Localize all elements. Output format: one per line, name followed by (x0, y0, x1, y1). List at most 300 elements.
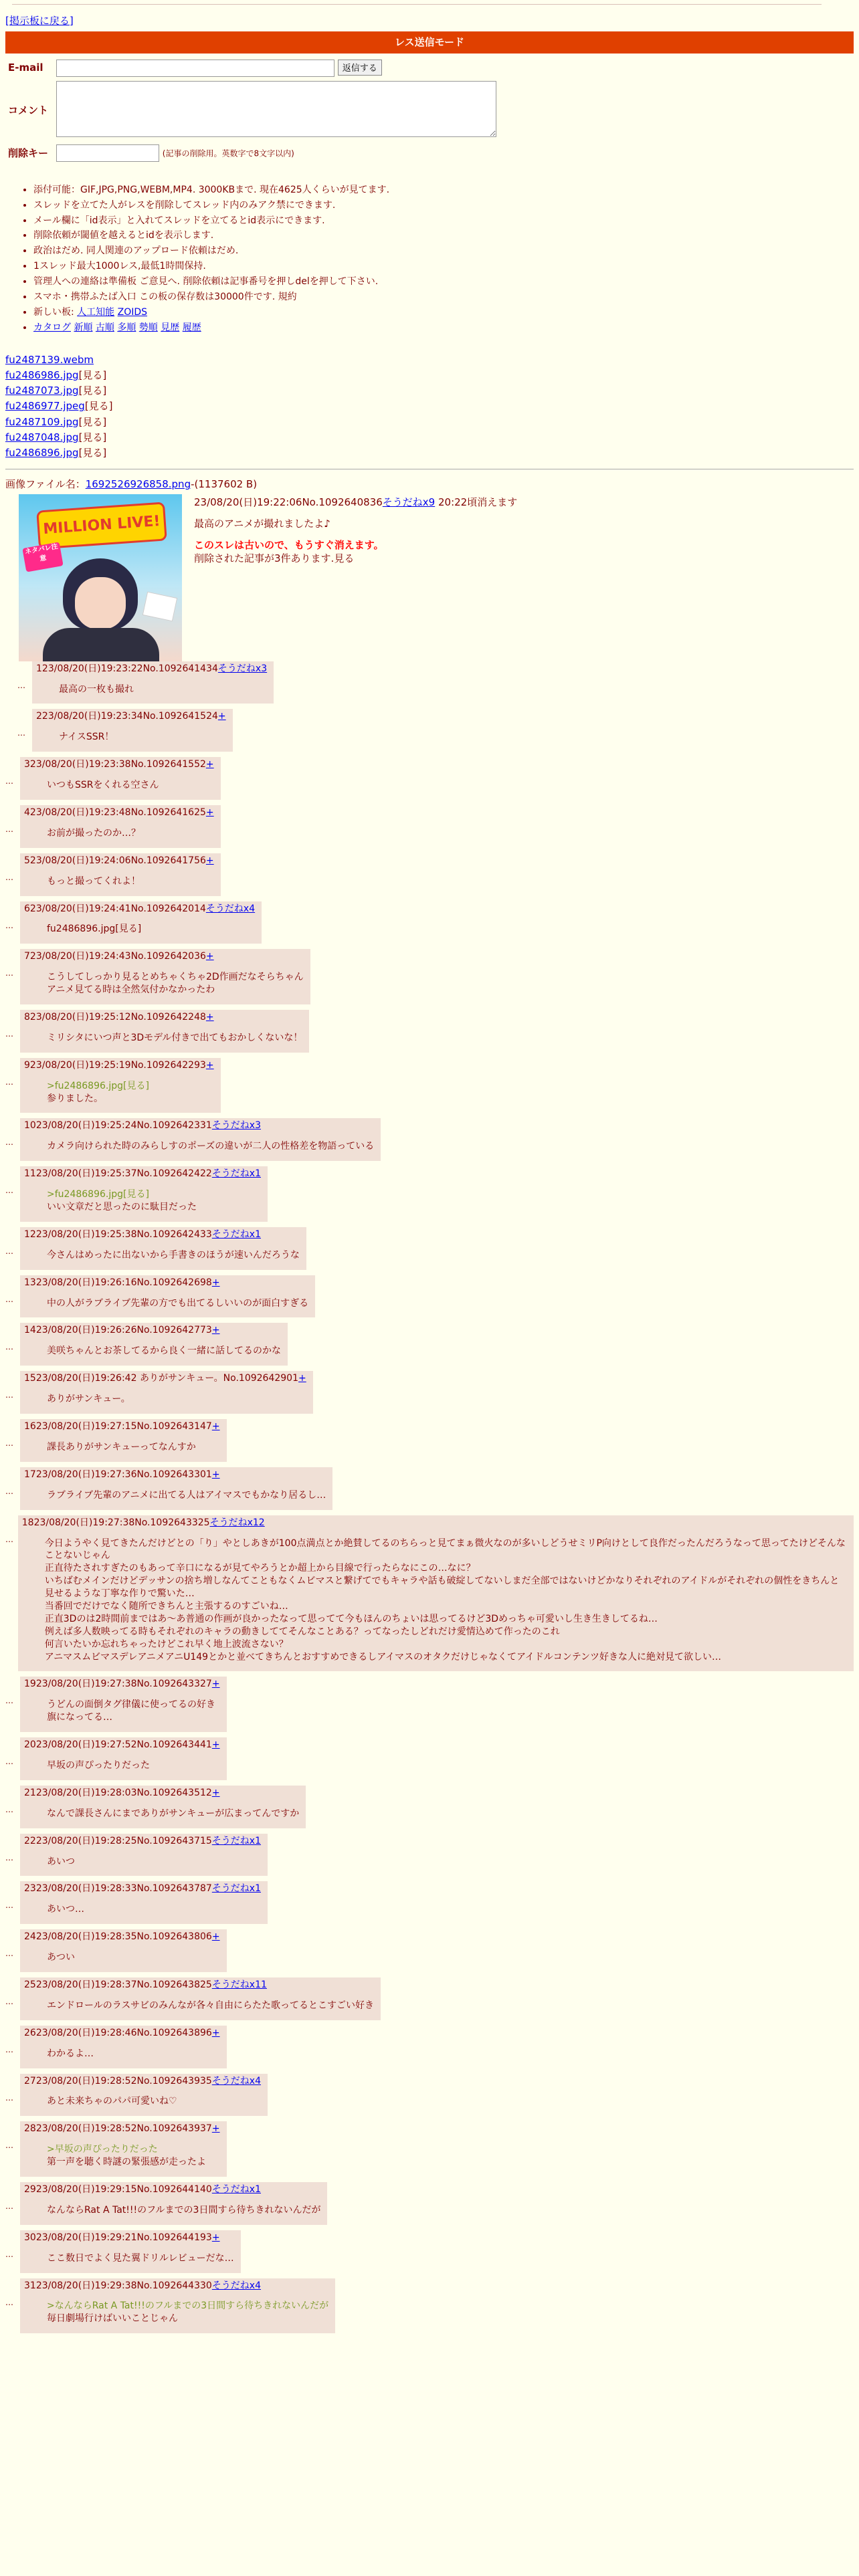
reply-indent: … (5, 1077, 13, 1087)
reply-box (20, 853, 221, 896)
reply (17, 661, 854, 704)
sodane-button[interactable]: + (205, 807, 214, 818)
reply-meta (24, 1420, 220, 1433)
reply-box (20, 2121, 227, 2177)
reply-box (20, 1323, 288, 1366)
expire-time: 20:22頃消えます (438, 496, 518, 508)
back-to-board-link[interactable]: [掲示板に戻る] (5, 15, 74, 27)
reply-indent: … (17, 728, 25, 738)
reply-box (20, 1419, 227, 1462)
reply-meta-text: 1323/08/20(日)19:26:16No.1092642698 (24, 1277, 212, 1288)
reply-indent: … (5, 2202, 13, 2211)
reply-form (5, 58, 499, 164)
reply (5, 1929, 854, 1972)
thumb-badge: ネタバレ注意 (22, 542, 63, 572)
reply-indent: … (5, 920, 13, 930)
sodane-button[interactable]: + (211, 1931, 220, 1943)
new-board-prefix: 新しい板: (33, 306, 74, 318)
reply-comment (47, 2204, 320, 2217)
sort-old-link[interactable]: 古順 (95, 322, 114, 333)
reply-comment (47, 1856, 261, 1868)
reply-text: 今日ようやく見てきたんだけどとの「り」やとしあきが100点満点とか絶賛してるのちらっと見てまぁ微火なのが多いしどうせミリP向けとして良作だったんだろうなって思ってたけどそんなことないじゃん 正直待たされすぎたのもあって辛口になるが見てやろうとか超上から目線で行ったらなにこの…なに？ いちばむメインだけどデッサンの捨ち増しなんてこともなくムビマスと繋げてでもキャラや話も破綻してないしまだ全部ではないけどかなりそれぞれのアイドルがそれぞれの個性をきちんと見せるような丁寧な作りで驚いた… 当番回でだけでなく随所できちんと主張するのすごいね… 正直3Dのは2時間前まではあ～あ普通の作画が良かったなって思ってて今もほんのちょいは思ってるけど3Dめっちゃ可愛いし生き生きしてるね… 例えば多人数映ってる時もそれぞれのキャラの動きしててそんなことある？ってなったしどれだけ愛情込めて作ったのこれ 何言いたいか忘れちゃったけどこれ早く地上波流さない？ アニマスムビマスデレアニメアニU149とかと並べてきちんとおすすめできるしアイマスのオタクだけじゃなくてアイドルコンテンツ好きな人に絶対見て欲しい… (44, 1537, 846, 1662)
reply (5, 2182, 854, 2225)
reply-comment (47, 2000, 374, 2012)
view-label: [見る] (78, 431, 107, 443)
reply-meta (24, 1059, 214, 1072)
reply-meta-text: 623/08/20(日)19:24:41No.1092642014 (24, 903, 206, 914)
reply (5, 1275, 854, 1318)
reply-text: 中の人がラブライブ先輩の方でも出てるしいいのが面白すぎる (47, 1297, 309, 1309)
reply-indent: … (5, 2092, 13, 2103)
reply-indent: … (5, 825, 13, 834)
file-link[interactable]: fu2486986.jpg (5, 368, 79, 381)
reply-text: ありがサンキュー。 (47, 1394, 130, 1405)
reply-meta (24, 2232, 234, 2244)
sodane-button[interactable]: + (211, 2123, 220, 2135)
view-label: [見る] (78, 385, 107, 397)
sodane-button[interactable]: + (211, 1325, 220, 1336)
file-size: -(1137602 B) (191, 478, 258, 491)
reply-indent: … (5, 1486, 13, 1496)
reply-meta-text: 1823/08/20(日)19:27:38No.1092643325 (21, 1517, 210, 1528)
reply-meta (24, 807, 214, 819)
sodane-button[interactable]: そうだねx9 (382, 496, 436, 508)
sodane-button[interactable]: + (211, 1469, 220, 1480)
reply-meta (24, 855, 214, 867)
reply-meta (24, 1168, 261, 1180)
reply-text: 今さんはめったに出ないから手書きのほうが速いんだろうな (47, 1249, 300, 1261)
file-row (5, 415, 854, 429)
rule-item: • 削除依頼が閾値を越えるとidを表示します. (33, 229, 854, 242)
reply-comment (47, 2048, 220, 2060)
reply-box (32, 661, 274, 704)
reply-meta-text: 923/08/20(日)19:25:19No.1092642293 (24, 1059, 206, 1071)
reply-indent: … (5, 1294, 13, 1304)
sodane-button[interactable]: + (205, 759, 214, 770)
reply-indent: … (17, 680, 25, 690)
reply-indent: … (5, 776, 13, 786)
delete-key-note: (記事の削除用。英数字で8文字以内) (162, 148, 294, 158)
reply-comment (47, 1345, 281, 1358)
reply-text: 毎日劇場行けばいいことじゃん (47, 2313, 178, 2325)
reply-text: いい文章だと思ったのに駄目だった (47, 1202, 197, 1213)
reply-comment (47, 2300, 328, 2325)
op-meta-text: 23/08/20(日)19:22:06No.1092640836 (194, 496, 383, 508)
reply-box (20, 1929, 227, 1972)
rule-item: • スレッドを立てた人がレスを削除してスレッド内のみアク禁にできます. (33, 199, 854, 212)
reply (5, 1010, 854, 1053)
reply-comment (47, 923, 255, 936)
new-board-line (33, 306, 854, 319)
reply-box (20, 1010, 309, 1053)
reply-text: ナイスSSR！ (59, 732, 114, 743)
reply (5, 1881, 854, 1924)
sodane-button[interactable]: + (211, 1277, 220, 1288)
reply-comment (47, 875, 214, 888)
reply-comment (47, 1188, 261, 1214)
rule-item: • 管理人への連絡は準備板 ご意見へ. 削除依頼は記事番号を押しdelを押して下さい. (33, 276, 854, 288)
reply-meta (24, 2280, 328, 2292)
reply (5, 1737, 854, 1780)
reply (5, 1118, 854, 1161)
history-link[interactable]: 履歴 (182, 322, 201, 333)
reply-meta (24, 903, 255, 916)
reply-meta-text: 823/08/20(日)19:25:12No.1092642248 (24, 1012, 206, 1023)
file-row (5, 446, 854, 459)
reply-meta (36, 663, 267, 675)
board-link-ai[interactable]: 人工知能 (77, 306, 115, 318)
top-divider (12, 4, 822, 5)
op-file-line (5, 477, 854, 491)
reply-comment (47, 1297, 308, 1310)
reply-indent: … (5, 1138, 13, 1148)
reply-meta-text: 2623/08/20(日)19:28:46No.1092643896 (24, 2027, 212, 2038)
reply-quote: >早坂の声ぴったりだった (47, 2144, 158, 2155)
sodane-button[interactable]: + (205, 1012, 214, 1023)
sodane-button[interactable]: そうだねx4 (205, 903, 256, 914)
sort-momentum-link[interactable]: 勢順 (138, 322, 158, 333)
thumb-logo: MILLION LIVE! (36, 502, 167, 549)
reply-indent: … (5, 1901, 13, 1911)
reply-text: あいつ… (47, 1904, 84, 1915)
reply-meta (24, 1931, 220, 1943)
reply-meta (24, 950, 304, 963)
reply-meta (24, 2123, 220, 2135)
reply-box (20, 1977, 381, 2020)
reply-meta (24, 1372, 306, 1385)
reply-box (20, 805, 221, 848)
reply-meta-text: 123/08/20(日)19:23:22No.1092641434 (36, 663, 218, 674)
reply-meta-text: 3023/08/20(日)19:29:21No.1092644193 (24, 2232, 212, 2243)
reply-box (20, 1834, 268, 1876)
reply-comment (47, 1759, 220, 1772)
sodane-button[interactable]: + (211, 1739, 220, 1751)
uploaded-file-list (5, 353, 854, 460)
reply-text: お前が撮ったのか…？ (47, 827, 140, 839)
reply-meta (24, 1883, 261, 1895)
reply-indent: … (5, 2141, 13, 2151)
reply (17, 709, 854, 752)
reply (5, 1834, 854, 1876)
reply (5, 901, 854, 944)
reply (5, 2026, 854, 2068)
reply-meta (24, 1739, 220, 1751)
reply-meta (22, 1517, 847, 1529)
reply-indent: … (5, 1246, 13, 1256)
reply (5, 2278, 854, 2334)
reply-text: 課長ありがサンキューってなんすか (47, 1441, 196, 1453)
view-history-link[interactable]: 見歴 (161, 322, 180, 333)
op-post (5, 477, 854, 757)
reply-meta (24, 758, 214, 771)
reply-box (20, 2074, 268, 2117)
reply-indent: … (5, 1534, 13, 1544)
reply (5, 1515, 854, 1672)
reply-meta-text: 723/08/20(日)19:24:43No.1092642036 (24, 951, 206, 962)
reply-meta-text: 2023/08/20(日)19:27:52No.1092643441 (24, 1739, 212, 1751)
reply-text: もっと撮ってくれよ！ (47, 875, 140, 887)
reply-indent: … (5, 1438, 13, 1448)
sodane-button[interactable]: + (205, 855, 214, 866)
reply-comment (47, 971, 304, 996)
delete-key-field[interactable] (56, 144, 159, 162)
reply-comment (47, 1808, 299, 1820)
comment-textarea[interactable] (56, 81, 496, 137)
file-row (5, 431, 854, 444)
reply (5, 1227, 854, 1270)
reply-meta-text: 1423/08/20(日)19:26:26No.1092642773 (24, 1325, 212, 1336)
reply-meta (36, 710, 226, 723)
reply-indent: … (5, 1996, 13, 2006)
reply-box (20, 1677, 227, 1732)
reply-box (20, 1737, 227, 1780)
reply-text: 参りました。 (47, 1093, 103, 1104)
sort-new-link[interactable]: 新順 (74, 322, 93, 333)
old-thread-notice: このスレは古いので、もうすぐ消えます。 (194, 539, 384, 552)
sodane-button[interactable]: + (211, 2232, 220, 2243)
reply (5, 949, 854, 1004)
reply (5, 2230, 854, 2273)
reply-text: ここ数日でよく見た翼ドリルレビューだな… (47, 2252, 234, 2264)
reply-quote: >fu2486896.jpg[見る] (47, 1080, 149, 1091)
sodane-button[interactable]: そうだねx4 (211, 2075, 262, 2086)
file-link[interactable]: fu2486896.jpg (5, 447, 79, 459)
reply-box (20, 1275, 315, 1318)
reply-box (18, 1515, 854, 1672)
sodane-button[interactable]: + (217, 711, 226, 722)
reply-text: 最高の一枚も撮れ (59, 683, 134, 695)
reply-meta-text: 1223/08/20(日)19:25:38No.1092642433 (24, 1228, 212, 1240)
reply (5, 1677, 854, 1732)
reply-meta-text: 423/08/20(日)19:23:48No.1092641625 (24, 807, 206, 818)
view-label: [見る] (84, 400, 113, 413)
sodane-button[interactable]: そうだねx12 (209, 1517, 265, 1528)
view-label: [見る] (78, 447, 107, 459)
reply-meta-text: 2223/08/20(日)19:28:25No.1092643715 (24, 1835, 212, 1846)
post-mode-banner: レス送信モード (5, 31, 854, 53)
reply-box (20, 757, 221, 800)
sodane-button[interactable]: + (205, 951, 214, 962)
reply-text: エンドロールのラスサビのみんなが各々自由にらたた歌ってるとこすごい好き (47, 2000, 375, 2011)
reply-meta-text: 2523/08/20(日)19:28:37No.1092643825 (24, 1979, 212, 1990)
reply-meta-text: 323/08/20(日)19:23:38No.1092641552 (24, 759, 206, 770)
reply-text: うどんの面倒タグ律儀に使ってるの好き 旗になってる… (47, 1699, 215, 1723)
reply-comment (47, 2095, 261, 2108)
reply-text: わかるよ… (47, 2048, 94, 2059)
rule-item: • 1スレッド最大1000レス,最低1時間保持. (33, 260, 854, 273)
catalog-link[interactable]: カタログ (33, 322, 71, 333)
reply-indent: … (5, 1804, 13, 1814)
reply (5, 1419, 854, 1462)
reply-indent: … (5, 2249, 13, 2259)
reply-meta (24, 1787, 299, 1800)
email-label: E-mail (8, 62, 43, 74)
reply-text: 第一声を聴く時謎の緊張感が走ったよ (47, 2157, 206, 2168)
reply-text: fu2486896.jpg[見る] (47, 924, 142, 935)
reply (5, 1058, 854, 1113)
file-link[interactable]: fu2487109.jpg (5, 415, 79, 428)
sodane-button[interactable]: そうだねx4 (211, 2280, 262, 2291)
rule-item: • 政治はだめ. 同人関連のアップロード依頼はだめ. (33, 245, 854, 257)
reply-comment (47, 1489, 326, 1502)
file-link[interactable]: fu2487048.jpg (5, 431, 79, 443)
reply-meta-text: 3123/08/20(日)19:29:38No.1092644330 (24, 2280, 212, 2291)
reply-indent: … (5, 1186, 13, 1196)
reply-meta (24, 1979, 374, 1992)
file-link[interactable]: fu2487073.jpg (5, 385, 79, 397)
reply-comment (47, 1080, 214, 1105)
reply-box (20, 949, 310, 1004)
file-label: 画像ファイル名： (5, 478, 86, 491)
file-row (5, 353, 854, 366)
reply (5, 2074, 854, 2117)
reply-meta-text: 223/08/20(日)19:23:34No.1092641524 (36, 711, 218, 722)
reply-text: なんで課長さんにまでありがサンキューが広まってんですか (47, 1808, 300, 1819)
reply (5, 1323, 854, 1366)
catalog-links (33, 322, 854, 334)
board-link-zoids[interactable]: ZOIDS (117, 306, 148, 318)
reply-comment (47, 1140, 374, 1153)
reply-comment (59, 731, 226, 744)
reply-comment (45, 1537, 847, 1664)
reply-meta (24, 1011, 302, 1024)
reply-meta-text: 2923/08/20(日)19:29:15No.1092644140 (24, 2184, 212, 2195)
sodane-button[interactable]: そうだねx1 (211, 1228, 262, 1240)
reply-text: カメラ向けられた時のみらしすのポーズの違いが二人の性格差を物語っている (47, 1141, 375, 1152)
reply-box (32, 709, 233, 752)
deleted-notice: 削除された記事が3件あります.見る (194, 552, 355, 565)
reply-meta (24, 1678, 220, 1691)
reply-indent: … (5, 1029, 13, 1039)
reply-indent: … (5, 2297, 13, 2307)
sodane-button[interactable]: そうだねx3 (217, 663, 268, 674)
sodane-button[interactable]: そうだねx1 (211, 2184, 262, 2195)
reply-indent: … (5, 1342, 13, 1352)
rule-item: • 添付可能：GIF,JPG,PNG,WEBM,MP4. 3000KBまで. 現在4625人くらいが見てます. (33, 184, 854, 197)
reply-meta (24, 1119, 374, 1132)
reply-meta (24, 2075, 261, 2088)
file-row (5, 399, 854, 413)
reply-box (20, 1227, 306, 1270)
sodane-button[interactable]: そうだねx1 (211, 1168, 262, 1180)
reply-box (20, 2278, 335, 2334)
sodane-button[interactable]: そうだねx3 (211, 1120, 262, 1132)
sodane-button[interactable]: そうだねx1 (211, 1883, 262, 1895)
op-comment: 最高のアニメが撮れましたよ♪ (194, 517, 330, 530)
reply-quote: >fu2486896.jpg[見る] (47, 1189, 149, 1200)
view-label: [見る] (78, 415, 107, 428)
file-link[interactable]: fu2487139.webm (5, 353, 94, 366)
rule-item: • スマホ・携帯ふたば入口 この板の保存数は30000件です. 規約 (33, 291, 854, 304)
reply-comment (59, 683, 267, 696)
reply-comment (47, 1441, 220, 1454)
sodane-button[interactable]: + (205, 1059, 214, 1071)
reply-comment (47, 1951, 220, 1964)
reply-meta (24, 1835, 261, 1848)
sodane-button[interactable]: + (211, 1421, 220, 1432)
reply-text: なんならRat A Tat!!!のフルまでの3日間すら待ちきれないんだが (47, 2204, 321, 2216)
sodane-button[interactable]: そうだねx1 (211, 1835, 262, 1846)
reply-box (20, 1058, 221, 1113)
reply-indent: … (5, 872, 13, 882)
reply-comment (47, 2252, 234, 2265)
sodane-button[interactable]: + (211, 1679, 220, 1690)
board-rules (5, 184, 854, 334)
reply-comment (47, 2143, 220, 2169)
reply (5, 1371, 854, 1414)
reply (5, 853, 854, 896)
reply-box (20, 1118, 381, 1161)
reply-meta-text: 523/08/20(日)19:24:06No.1092641756 (24, 855, 206, 866)
reply-text: あと未来ちゃのパパ可愛いね♡ (47, 2096, 177, 2107)
reply-text: 美咲ちゃんとお茶してるから良く一緒に話してるのかな (47, 1346, 281, 1357)
sort-many-link[interactable]: 多順 (117, 322, 136, 333)
reply-comment (47, 1699, 220, 1724)
sodane-button[interactable]: そうだねx11 (211, 1979, 267, 1990)
reply-box (20, 1467, 332, 1510)
reply-indent: … (5, 1390, 13, 1400)
reply-meta-text: 2423/08/20(日)19:28:35No.1092643806 (24, 1931, 212, 1943)
reply-meta-text: 1023/08/20(日)19:25:24No.1092642331 (24, 1120, 212, 1132)
reply-meta-text: 2123/08/20(日)19:28:03No.1092643512 (24, 1787, 212, 1798)
reply-text: ミリシタにいつ声と3Dモデル付きで出てもおかしくないな！ (47, 1032, 303, 1043)
reply-indent: … (5, 1852, 13, 1862)
delete-key-label: 削除キー (8, 146, 49, 159)
reply-box (20, 1371, 313, 1414)
sodane-button[interactable]: + (298, 1373, 306, 1384)
reply-meta (24, 1277, 308, 1289)
reply (5, 2121, 854, 2177)
reply-meta (24, 2027, 220, 2040)
submit-reply-button[interactable]: 返信する (338, 60, 382, 76)
reply-comment (47, 1393, 306, 1406)
view-label: [見る] (78, 368, 107, 381)
reply-comment (47, 827, 214, 840)
reply-text: 早坂の声ぴったりだった (47, 1759, 150, 1771)
op-thumbnail[interactable] (19, 494, 182, 661)
sodane-button[interactable]: + (211, 2027, 220, 2038)
reply-meta-text: 1523/08/20(日)19:26:42 ありがサンキュー。No.1092642901 (24, 1373, 298, 1384)
file-link[interactable]: fu2486977.jpeg (5, 400, 85, 413)
reply-box (20, 1786, 306, 1828)
reply (5, 1786, 854, 1828)
op-file-link[interactable]: 1692526926858.png (85, 478, 191, 491)
rule-item: • メール欄に「id表示」と入れてスレッドを立てるとid表示にできます. (33, 215, 854, 227)
reply-quote: >なんならRat A Tat!!!のフルまでの3日間すら待ちきれないんだが (47, 2300, 329, 2312)
email-field[interactable] (56, 60, 335, 77)
sodane-button[interactable]: + (211, 1787, 220, 1798)
reply-indent: … (5, 1696, 13, 1706)
reply-text: あいつ (47, 1856, 75, 1867)
reply-text: いつもSSRをくれる空さん (47, 780, 159, 791)
reply-meta (24, 2183, 320, 2196)
reply-meta-text: 2823/08/20(日)19:28:52No.1092643937 (24, 2123, 212, 2135)
reply (5, 1977, 854, 2020)
reply-indent: … (5, 2044, 13, 2054)
reply-comment (47, 1032, 302, 1045)
reply-box (20, 1881, 268, 1924)
reply-indent: … (5, 1757, 13, 1767)
reply-indent: … (5, 968, 13, 978)
file-row (5, 368, 854, 382)
reply-meta (24, 1469, 326, 1481)
reply-comment (47, 779, 214, 792)
reply (5, 757, 854, 800)
reply-meta (24, 1228, 300, 1241)
reply (5, 1467, 854, 1510)
reply-meta (24, 1324, 281, 1337)
reply-meta-text: 1923/08/20(日)19:27:38No.1092643327 (24, 1679, 212, 1690)
